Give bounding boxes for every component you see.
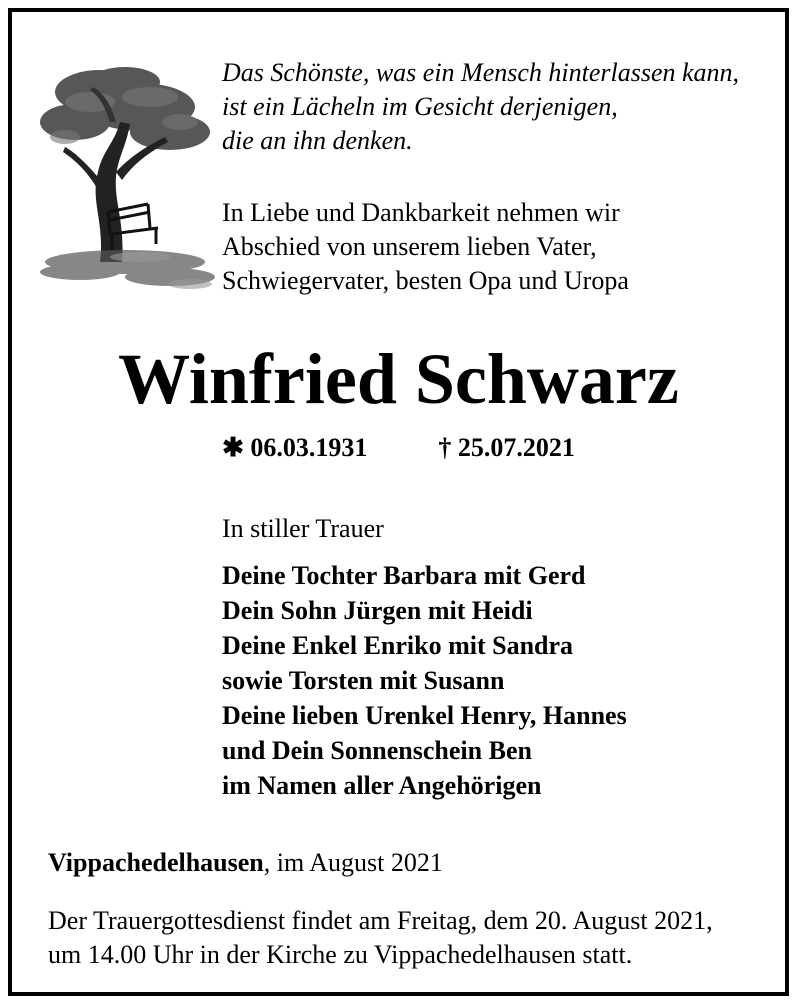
- tree-and-bench-illustration: [30, 52, 220, 302]
- place-and-date: [48, 846, 748, 880]
- farewell-line: Schwiegervater, besten Opa und Uropa: [222, 266, 629, 295]
- quote-line: Das Schönste, was ein Mensch hinterlassen kann,: [222, 58, 740, 87]
- farewell-line: In Liebe und Dankbarkeit nehmen wir: [222, 198, 620, 227]
- mourning-heading: In stiller Trauer: [222, 514, 384, 543]
- birth-asterisk-icon: ✱: [222, 433, 244, 462]
- family-line: Deine Tochter Barbara mit Gerd: [222, 561, 586, 590]
- quote-line: ist ein Lächeln im Gesicht derjenigen,: [222, 92, 618, 121]
- birth-date: 06.03.1931: [250, 433, 368, 462]
- place-town: Vippachedelhausen: [48, 848, 264, 877]
- death-cross-icon: †: [438, 433, 452, 462]
- life-dates: [12, 428, 785, 468]
- family-line: sowie Torsten mit Susann: [222, 666, 505, 695]
- quote-line: die an ihn denken.: [222, 126, 413, 155]
- farewell-text: [222, 196, 782, 298]
- family-line: im Namen aller Angehörigen: [222, 771, 542, 800]
- family-line: Dein Sohn Jürgen mit Heidi: [222, 596, 533, 625]
- family-line: Deine lieben Urenkel Henry, Hannes: [222, 701, 627, 730]
- deceased-name: Winfried Schwarz: [118, 339, 679, 419]
- service-line: um 14.00 Uhr in der Kirche zu Vippachedelhausen statt.: [48, 940, 633, 969]
- obituary-frame: [8, 8, 789, 996]
- family-line: Deine Enkel Enriko mit Sandra: [222, 631, 574, 660]
- service-notice: [48, 904, 778, 972]
- place-date: , im August 2021: [263, 848, 443, 877]
- family-list: [222, 558, 782, 803]
- family-line: und Dein Sonnenschein Ben: [222, 736, 532, 765]
- death-date: 25.07.2021: [457, 433, 575, 462]
- farewell-line: Abschied von unserem lieben Vater,: [222, 232, 597, 261]
- service-line: Der Trauergottesdienst findet am Freitag, dem 20. August 2021,: [48, 906, 713, 935]
- opening-quote: [222, 56, 782, 158]
